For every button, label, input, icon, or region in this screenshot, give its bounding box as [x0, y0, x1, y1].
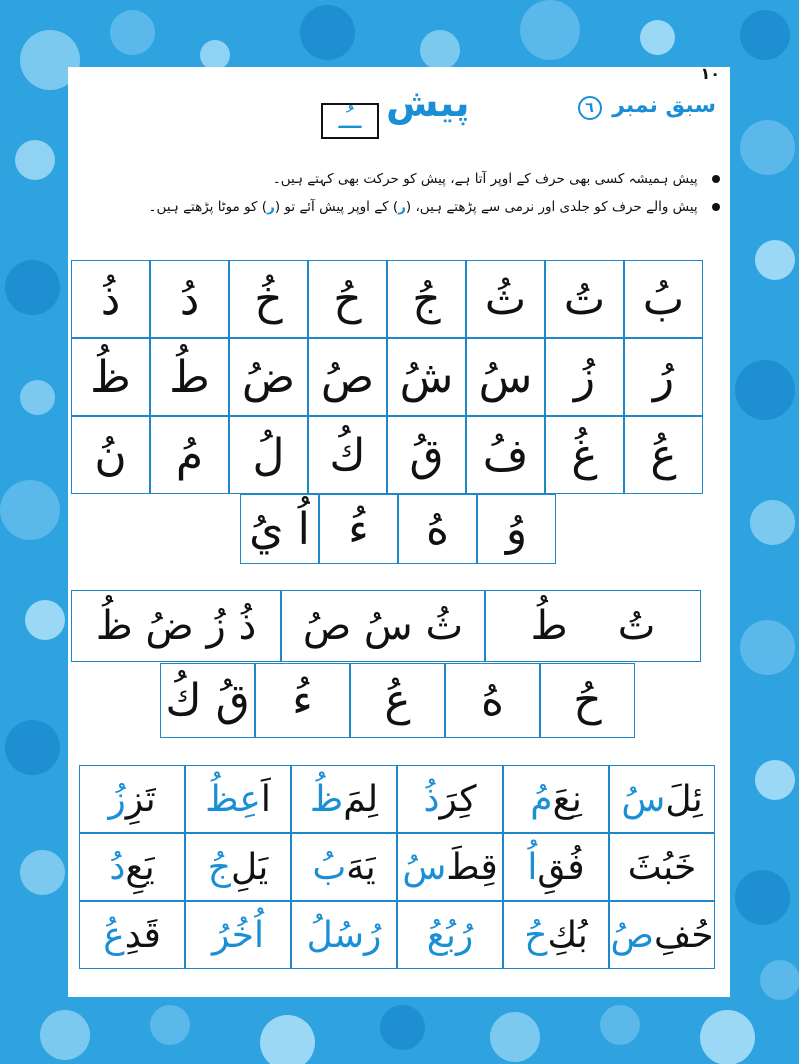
word-cell [291, 901, 397, 969]
word-cell [609, 901, 715, 969]
heavy-letter-cell [485, 590, 701, 662]
bubble [740, 10, 790, 60]
word-highlight: سُ [621, 778, 666, 820]
letter-cell: تُ [545, 260, 624, 338]
heavy-letter: طُ [530, 603, 568, 649]
lesson-header [68, 77, 730, 137]
bubble [740, 620, 795, 675]
letter-cell: حُ [308, 260, 387, 338]
letter-cell: كُ [308, 416, 387, 494]
word-cell [609, 833, 715, 901]
word-cell [397, 833, 503, 901]
bubble [600, 1005, 640, 1045]
word-cell [79, 901, 185, 969]
heavy-letter-cell: ذُ زُ ضُ ظُ [71, 590, 281, 662]
word-cell [503, 765, 609, 833]
letter-cell: صُ [308, 338, 387, 416]
letter-cell: نُ [71, 416, 150, 494]
bubble [5, 260, 60, 315]
word-highlight: عِظُ [205, 778, 261, 820]
diacritic-sample-box: ــُـ [321, 103, 379, 139]
lesson-page [68, 64, 730, 997]
word-rest: كِرَ [439, 778, 477, 820]
letter-cell: ذُ [71, 260, 150, 338]
note-text: پیش والے حرف کو جلدی اور نرمی سے پڑھتے ہیں، ( [405, 199, 698, 215]
bullet-icon [712, 175, 720, 183]
bullet-icon [712, 203, 720, 211]
heavy-letters-row-2 [160, 663, 635, 738]
word-rest: يَلِ [230, 846, 269, 888]
heavy-letter-cell: هُ [445, 663, 540, 738]
letter-cell: جُ [387, 260, 466, 338]
letter-cell: مُ [150, 416, 229, 494]
word-highlight: حُ [524, 914, 548, 956]
word-highlight: زُ [108, 778, 126, 820]
word-rest: تَزِ [125, 778, 156, 820]
word-highlight: رُبُعُ [426, 914, 474, 956]
word-rest: خَبُثَ [627, 846, 697, 888]
letter-cell: رُ [624, 338, 703, 416]
letter-cell: زُ [545, 338, 624, 416]
instruction-notes [80, 171, 720, 227]
word-cell [185, 765, 291, 833]
bubble [15, 140, 55, 180]
letter-cell: ثُ [466, 260, 545, 338]
page-number: ١٠ [700, 64, 720, 83]
note-text: پیش ہمیشہ کسی بھی حرف کے اوپر آتا ہے، پیش کو حرکت بھی کہتے ہیں۔ [272, 171, 698, 187]
bubble [110, 10, 155, 55]
word-cell [397, 765, 503, 833]
word-highlight: اُخُرُ [211, 914, 265, 956]
bubble [755, 760, 795, 800]
word-rest: ئِلَ [665, 778, 703, 820]
letter-cell: لُ [229, 416, 308, 494]
bubble [40, 1010, 90, 1060]
bubble [735, 360, 795, 420]
bubble [380, 1005, 425, 1050]
bubble [420, 30, 460, 70]
heavy-letter-cell: عُ [350, 663, 445, 738]
letter-cell: قُ [387, 416, 466, 494]
note-text: ) کو موٹا پڑھتے ہیں۔ [148, 199, 268, 215]
word-rest: يَهَ [346, 846, 376, 888]
word-rest: لِمَ [343, 778, 379, 820]
letter-cell: شُ [387, 338, 466, 416]
letter-cell: اُ يُ [240, 494, 319, 564]
note-text: ) کے اوپر پیش آئے تو ( [274, 199, 399, 215]
word-rest: فُقِ [537, 846, 585, 888]
bubble [25, 600, 65, 640]
word-cell [609, 765, 715, 833]
letter-cell: ءُ [319, 494, 398, 564]
word-cell [185, 833, 291, 901]
letter-cell: خُ [229, 260, 308, 338]
word-cell [503, 833, 609, 901]
heavy-letter-cell: ءُ [255, 663, 350, 738]
lesson-number-badge: ٦ [578, 96, 602, 120]
letter-cell: بُ [624, 260, 703, 338]
letter-cell: عُ [624, 416, 703, 494]
bubble [5, 720, 60, 775]
lesson-label [578, 93, 716, 120]
word-cell [503, 901, 609, 969]
word-rest: نِعَ [552, 778, 582, 820]
word-highlight: اُ [527, 846, 538, 888]
letter-cell: دُ [150, 260, 229, 338]
word-highlight: مُ [530, 778, 553, 820]
word-cell [291, 765, 397, 833]
word-rest: حُفِ [654, 914, 714, 956]
letter-cell: ضُ [229, 338, 308, 416]
letters-grid [71, 260, 703, 494]
letter-cell: فُ [466, 416, 545, 494]
note-highlight: ر [267, 199, 275, 215]
letter-cell: غُ [545, 416, 624, 494]
letters-last-row [240, 494, 556, 564]
bubble [760, 960, 799, 1000]
letter-cell: وُ [477, 494, 556, 564]
lesson-label-text: سبق نمبر [612, 93, 716, 118]
note-item [80, 199, 720, 215]
word-highlight: عُ [103, 914, 125, 956]
word-cell [291, 833, 397, 901]
words-grid [79, 765, 715, 969]
note-item [80, 171, 720, 187]
bubble [20, 850, 65, 895]
letter-cell: ظُ [71, 338, 150, 416]
word-cell [185, 901, 291, 969]
bubble [735, 870, 790, 925]
bubble [20, 380, 55, 415]
heavy-letter-cell: قُ كُ [160, 663, 255, 738]
bubble [755, 240, 795, 280]
bubble [700, 1010, 755, 1064]
word-rest: اَ [260, 778, 271, 820]
word-cell [397, 901, 503, 969]
word-rest: قَدِ [124, 914, 161, 956]
word-highlight: ظُ [309, 778, 344, 820]
bubble [200, 40, 230, 70]
bubble [750, 500, 795, 545]
word-rest: قِطَ [446, 846, 498, 888]
word-rest: يَعِ [125, 846, 155, 888]
word-highlight: جُ [207, 846, 231, 888]
bubble [640, 20, 675, 55]
page-title: پیش [386, 81, 470, 125]
bubble [740, 120, 795, 175]
word-highlight: رُسُلُ [306, 914, 382, 956]
bubble [150, 1005, 190, 1045]
word-highlight: ذُ [423, 778, 440, 820]
word-cell [79, 765, 185, 833]
heavy-letters-row [71, 590, 701, 662]
word-rest: بُكِ [547, 914, 588, 956]
letter-cell: سُ [466, 338, 545, 416]
heavy-letter-cell: ثُ سُ صُ [281, 590, 485, 662]
bubble [260, 1015, 315, 1064]
word-highlight: صُ [610, 914, 654, 956]
heavy-letter-cell: حُ [540, 663, 635, 738]
bubble [300, 5, 355, 60]
word-highlight: سُ [402, 846, 447, 888]
note-highlight: ر [398, 199, 406, 215]
bubble [0, 480, 60, 540]
word-highlight: بُ [312, 846, 347, 888]
letter-cell: طُ [150, 338, 229, 416]
heavy-letter: تُ [617, 603, 656, 649]
bubble [490, 1012, 540, 1062]
letter-cell: هُ [398, 494, 477, 564]
bubble [520, 0, 580, 60]
word-highlight: دُ [109, 846, 126, 888]
word-cell [79, 833, 185, 901]
